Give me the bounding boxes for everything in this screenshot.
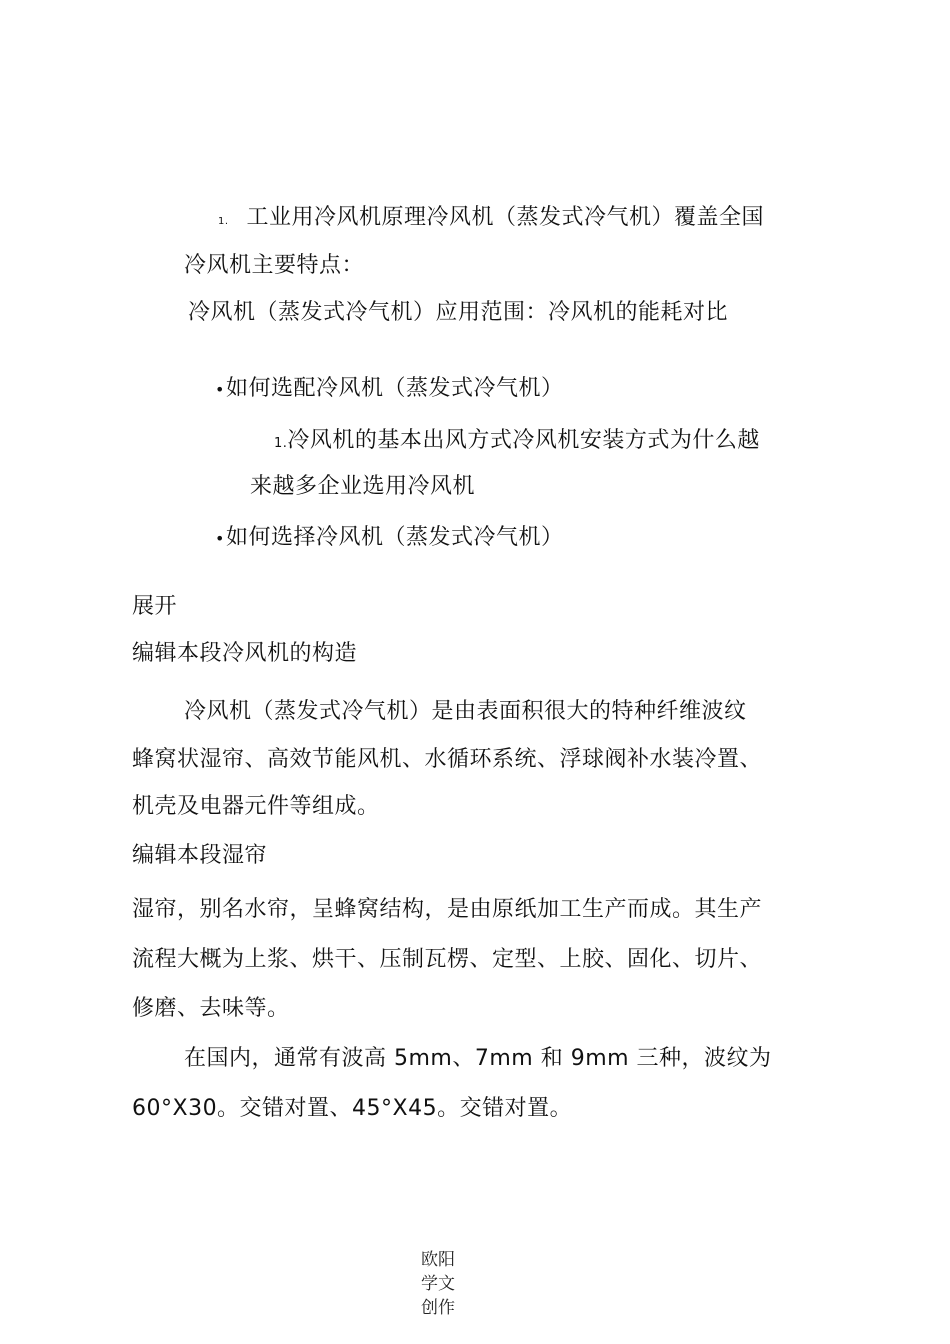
paragraph-line: 冷风机（蒸发式冷气机）是由表面积很大的特种纤维波纹 xyxy=(184,699,747,724)
section-heading-structure[interactable]: 编辑本段冷风机的构造 xyxy=(132,641,358,666)
toc-item-4-continuation[interactable]: 来越多企业选用冷风机 xyxy=(250,474,476,499)
toc-item-5[interactable] xyxy=(215,523,563,554)
paragraph-line: 机壳及电器元件等组成。 xyxy=(132,794,380,819)
toc-item-4-marker: 1. xyxy=(274,436,288,451)
toc-item-1-marker: 1. xyxy=(218,216,229,227)
toc-item-2[interactable]: 冷风机（蒸发式冷气机）应用范围：冷风机的能耗对比 xyxy=(188,300,729,325)
toc-item-1-continuation[interactable]: 冷风机主要特点： xyxy=(184,253,365,278)
expand-link[interactable]: 展开 xyxy=(132,594,178,619)
paragraph-line: 修磨、去味等。 xyxy=(132,996,290,1021)
bullet-icon: • xyxy=(215,529,225,548)
toc-item-3[interactable] xyxy=(215,374,563,405)
toc-item-1-text: 工业用冷风机原理冷风机（蒸发式冷气机）覆盖全国 xyxy=(246,205,765,230)
paragraph-line: 在国内，通常有波高 5mm、7mm 和 9mm 三种，波纹为 xyxy=(184,1046,772,1071)
paragraph-line: 流程大概为上浆、烘干、压制瓦楞、定型、上胶、固化、切片、 xyxy=(132,947,763,972)
paragraph-line: 60°X30。交错对置、45°X45。交错对置。 xyxy=(132,1096,573,1121)
section-heading-wet-curtain[interactable]: 编辑本段湿帘 xyxy=(132,843,268,868)
page-footer: 欧阳学文创作 xyxy=(421,1250,455,1318)
paragraph-line: 湿帘，别名水帘，呈蜂窝结构，是由原纸加工生产而成。其生产 xyxy=(132,897,763,922)
bullet-icon: • xyxy=(215,380,225,399)
toc-item-5-text: 如何选择冷风机（蒸发式冷气机） xyxy=(225,525,564,550)
paragraph-line: 蜂窝状湿帘、高效节能风机、水循环系统、浮球阀补水装冷置、 xyxy=(132,747,763,772)
toc-item-3-text: 如何选配冷风机（蒸发式冷气机） xyxy=(225,376,564,401)
toc-item-4-text: 冷风机的基本出风方式冷风机安装方式为什么越 xyxy=(287,428,760,453)
toc-item-4[interactable] xyxy=(274,426,760,459)
toc-item-1[interactable] xyxy=(218,203,764,237)
